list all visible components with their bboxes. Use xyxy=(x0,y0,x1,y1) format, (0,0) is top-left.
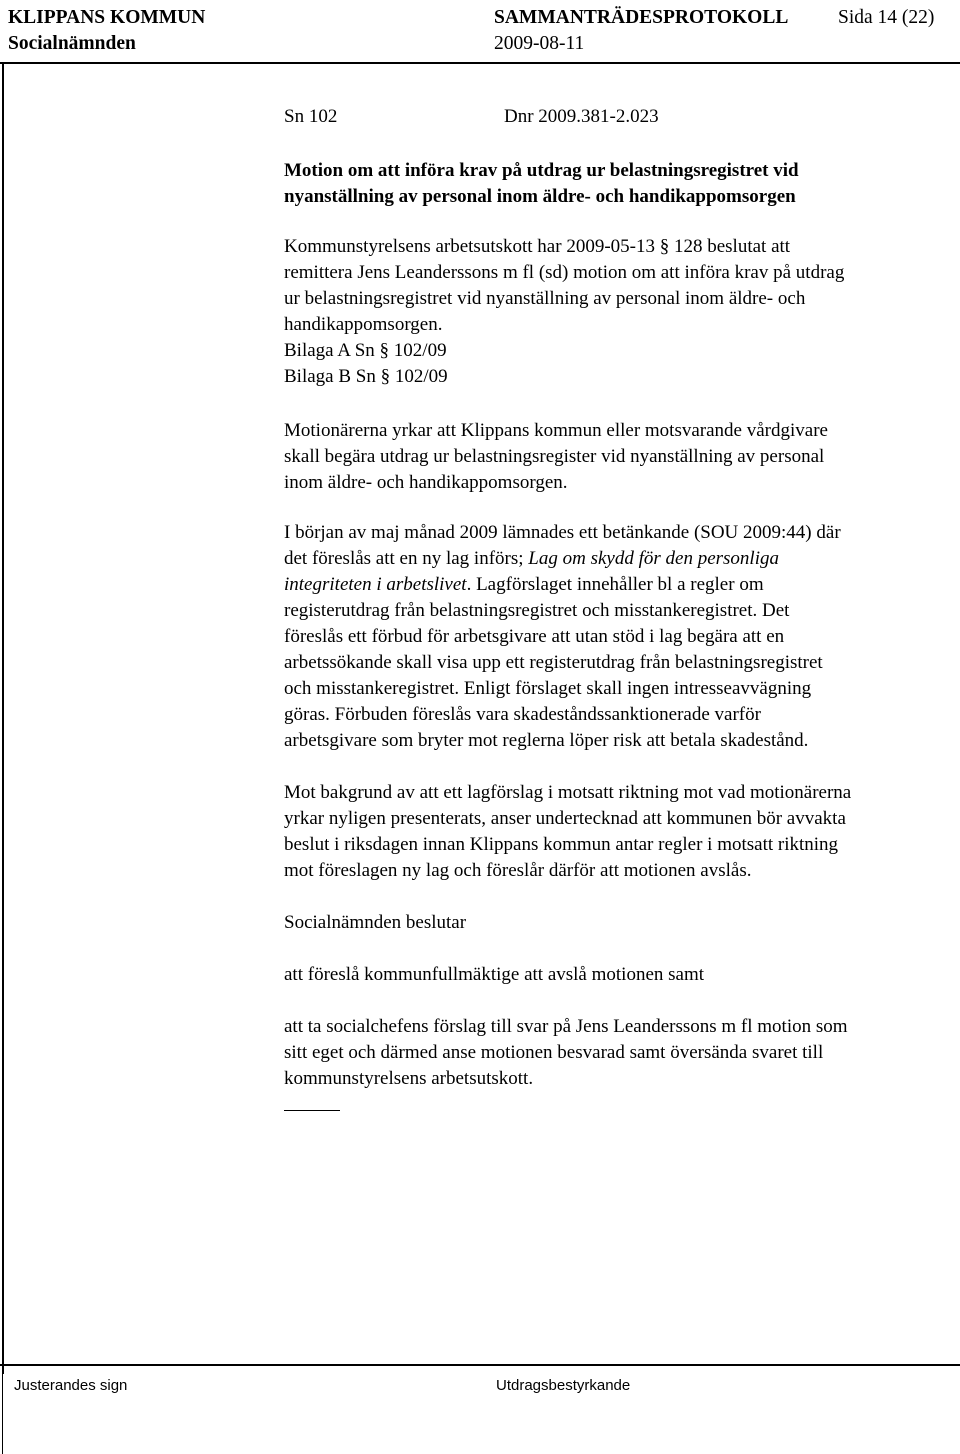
text-line: I början av maj månad 2009 lämnades ett betänkande (SOU 2009:44) där xyxy=(284,522,841,543)
end-rule xyxy=(284,1110,340,1111)
text-line: remittera Jens Leanderssons m fl (sd) motion om att införa krav på utdrag xyxy=(284,262,845,283)
dnr: Dnr 2009.381-2.023 xyxy=(504,106,659,127)
decision-item-1: att föreslå kommunfullmäktige att avslå motionen samt xyxy=(284,964,705,985)
text-line: ur belastningsregistret vid nyanställning av personal inom äldre- och xyxy=(284,288,806,309)
attachment-b: Bilaga B Sn § 102/09 xyxy=(284,366,448,387)
title-line: Motion om att införa krav på utdrag ur belastningsregistret vid xyxy=(284,160,799,181)
text-line: att ta socialchefens förslag till svar på Jens Leanderssons m fl motion som xyxy=(284,1016,848,1037)
page-number: Sida 14 (22) xyxy=(838,7,935,28)
law-title-part-2: integriteten i arbetslivet xyxy=(284,574,467,595)
text-line: arbetssökande skall visa upp ett registerutdrag från belastningsregistret xyxy=(284,652,823,673)
text-line: mot föreslagen ny lag och föreslår därför att motionen avslås. xyxy=(284,860,752,881)
attachment-a: Bilaga A Sn § 102/09 xyxy=(284,340,447,361)
case-line xyxy=(284,104,954,130)
text-line: registerutdrag från belastningsregistret och misstankeregistret. Det xyxy=(284,600,790,621)
text-line: arbetsgivare som bryter mot reglerna löper risk att betala skadestånd. xyxy=(284,730,809,751)
text-line: kommunstyrelsens arbetsutskott. xyxy=(284,1068,534,1089)
case-number: Sn 102 xyxy=(284,106,338,127)
text-line: inom äldre- och handikappomsorgen. xyxy=(284,472,568,493)
text-line: yrkar nyligen presenterats, anser undertecknad att kommunen bör avvakta xyxy=(284,808,846,829)
motion-title xyxy=(284,158,954,210)
text-line: skall begära utdrag ur belastningsregister vid nyanställning av personal xyxy=(284,446,825,467)
utdragsbestyrkande-label: Utdragsbestyrkande xyxy=(496,1377,631,1394)
text-line: integriteten i arbetslivet. Lagförslaget innehåller bl a regler om xyxy=(284,574,764,595)
paragraph-motion-claim xyxy=(284,418,954,496)
footer-cell-border xyxy=(2,1364,3,1454)
text-line: Motionärerna yrkar att Klippans kommun eller motsvarande vårdgivare xyxy=(284,420,828,441)
text-line: och misstankeregistret. Enligt förslaget skall ingen intresseavvägning xyxy=(284,678,812,699)
law-title-part-1: Lag om skydd för den personliga xyxy=(528,548,779,569)
paragraph-sou xyxy=(284,520,954,754)
paragraph-recommendation xyxy=(284,780,954,884)
header-row-2 xyxy=(0,30,960,58)
text-line: sitt eget och därmed anse motionen besvarad samt översända svaret till xyxy=(284,1042,824,1063)
text-line: göras. Förbuden föreslås vara skadeståndssanktionerade varför xyxy=(284,704,761,725)
footer-divider xyxy=(0,1364,960,1366)
doc-type: SAMMANTRÄDESPROTOKOLL xyxy=(494,7,789,28)
header-divider xyxy=(0,62,960,64)
decision-item-2 xyxy=(284,1014,954,1092)
text-line: Mot bakgrund av att ett lagförslag i motsatt riktning mot vad motionärerna xyxy=(284,782,852,803)
text-line: handikappomsorgen. xyxy=(284,314,443,335)
text-line: det föreslås att en ny lag införs; Lag om skydd för den personliga xyxy=(284,548,779,569)
committee-name: Socialnämnden xyxy=(8,33,136,54)
text-line: Kommunstyrelsens arbetsutskott har 2009-05-13 § 128 beslutat att xyxy=(284,236,791,257)
text-line: föreslås ett förbud för arbetsgivare att utan stöd i lag begära att en xyxy=(284,626,785,647)
paragraph-referral xyxy=(284,234,954,390)
header-row-1 xyxy=(0,4,960,32)
left-margin-rule xyxy=(2,62,4,1374)
justerandes-sign-label: Justerandes sign xyxy=(14,1377,128,1394)
org-name: KLIPPANS KOMMUN xyxy=(8,7,206,28)
title-line: nyanställning av personal inom äldre- och handikappomsorgen xyxy=(284,186,796,207)
meeting-date: 2009-08-11 xyxy=(494,33,585,54)
text-line: beslut i riksdagen innan Klippans kommun antar regler i motsatt riktning xyxy=(284,834,839,855)
decision-heading: Socialnämnden beslutar xyxy=(284,912,467,933)
